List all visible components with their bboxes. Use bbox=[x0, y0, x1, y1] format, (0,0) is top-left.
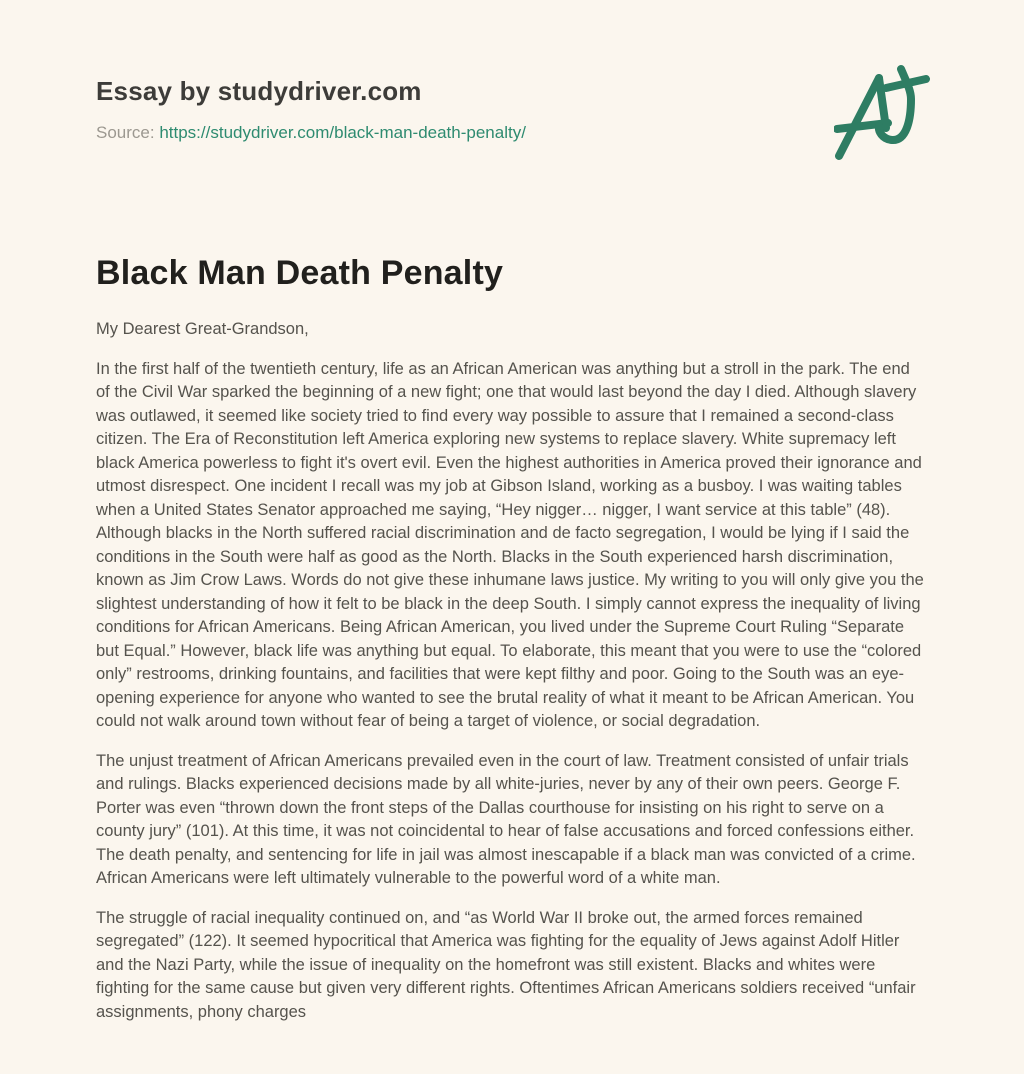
site-title: Essay by studydriver.com bbox=[96, 76, 422, 106]
essay-paragraph-2: The unjust treatment of African Americans prevailed even in the court of law. Treatment consisted of unfair trials and rulings. Blacks experienced decisions made by all white-juries, never by any of their own peers. George F. Porter was even “thrown down the front steps of the Dallas courthouse for insisting on his right to serve on a county jury” (101). At this time, it was not coincidental to hear of false accusations and forced confessions either. The death penalty, and sentencing for life in jail was almost inescapable if a black man was convicted of a crime. African Americans were left ultimately vulnerable to the powerful word of a white man. bbox=[96, 751, 916, 887]
source-line bbox=[96, 123, 928, 143]
essay-title: Black Man Death Penalty bbox=[96, 254, 504, 292]
essay-paragraph-1: In the first half of the twentieth century, life as an African American was anything but a stroll in the park. The end of the Civil War sparked the beginning of a new fight; one that would last beyond the day I died. Although slavery was outlawed, it seemed like society tried to find every way possible to assure that I remained a second-class citizen. The Era of Reconstitution left America exploring new systems to replace slavery. White supremacy left black America powerless to fight it's overt evil. Even the highest authorities in America proved their ignorance and utmost disrespect. One incident I recall was my job at Gibson Island, working as a busboy. I was waiting tables when a United States Senator approached me saying, “Hey nigger… nigger, I want service at this table” (48). Although blacks in the North suffered racial discrimination and de facto segregation, I would be lying if I said the conditions in the South were half as good as the North. Blacks in the South experienced harsh discrimination, known as Jim Crow Laws. Words do not give these inhumane laws justice. My writing to you will only give you the slightest understanding of how it felt to be black in the deep South. I simply cannot express the inequality of living conditions for African Americans. Being African American, you lived under the Supreme Court Ruling “Separate but Equal.” However, black life was anything but equal. To elaborate, this meant that you were to use the “colored only” restrooms, drinking fountains, and facilities that were kept filthy and poor. Going to the South was an eye-opening experience for anyone who wanted to see the brutal reality of what it meant to be African American. You could not walk around town without fear of being a target of violence, or social degradation. bbox=[96, 359, 924, 730]
essay-body bbox=[96, 254, 928, 1024]
source-link[interactable]: https://studydriver.com/black-man-death-penalty/ bbox=[159, 123, 526, 142]
page-header bbox=[96, 76, 928, 143]
salutation: My Dearest Great-Grandson, bbox=[96, 320, 309, 338]
a-plus-logo-icon bbox=[834, 62, 934, 164]
source-label: Source: bbox=[96, 123, 155, 142]
a-plus-logo bbox=[834, 62, 934, 164]
essay-paragraph-3: The struggle of racial inequality continued on, and “as World War II broke out, the armed forces remained segregated” (122). It seemed hypocritical that America was fighting for the equality of Jews against Adolf Hitler and the Nazi Party, while the issue of inequality on the homefront was still existent. Blacks and whites were fighting for the same cause but given very different rights. Oftentimes African Americans soldiers received “unfair assignments, phony charges bbox=[96, 908, 916, 1021]
